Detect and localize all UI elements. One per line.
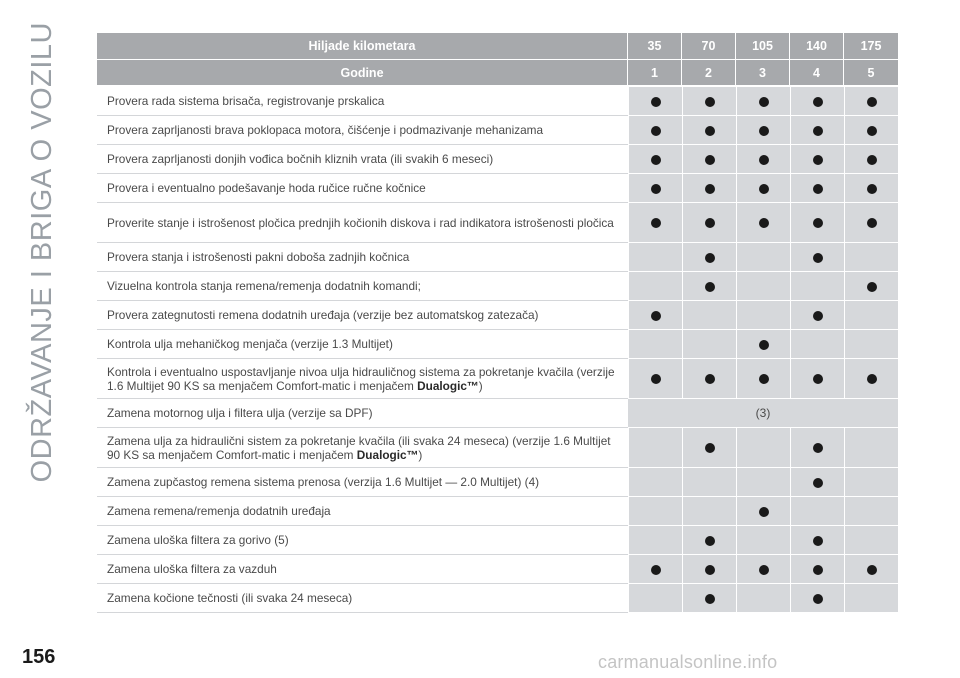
interval-cell-1 (628, 272, 682, 301)
page-number: 156 (22, 646, 56, 668)
interval-cell-5 (844, 428, 898, 468)
interval-cell-1 (628, 468, 682, 497)
header-km-1: 35 (628, 33, 682, 60)
interval-cell-1 (628, 359, 682, 399)
row-description (97, 584, 628, 613)
bullet-icon (759, 340, 769, 350)
header-row-years (97, 60, 898, 87)
row-description (97, 301, 628, 330)
bullet-icon (651, 155, 661, 165)
row-text: Provera zaprljanosti donjih vođica bočnih kliznih vrata (ili svakih 6 meseci) (107, 152, 494, 166)
bullet-icon (651, 218, 661, 228)
interval-cell-1 (628, 87, 682, 116)
interval-cell-3 (736, 174, 790, 203)
table-row (97, 497, 898, 526)
interval-cell-3 (736, 526, 790, 555)
bullet-icon (705, 97, 715, 107)
interval-cell-5 (844, 526, 898, 555)
row-text-brand: Dualogic™ (417, 378, 479, 393)
row-description (97, 243, 628, 272)
interval-cell-3 (736, 203, 790, 243)
interval-cell-4 (790, 359, 844, 399)
bullet-icon (705, 218, 715, 228)
interval-cell-4 (790, 468, 844, 497)
interval-cell-2 (682, 301, 736, 330)
table-row (97, 272, 898, 301)
watermark: carmanualsonline.info (598, 652, 778, 672)
interval-cell-5 (844, 497, 898, 526)
chapter-title-text: ODRŽAVANJE I BRIGA O VOZILU (25, 22, 58, 483)
interval-cell-4 (790, 555, 844, 584)
bullet-icon (867, 282, 877, 292)
interval-cell-2 (682, 87, 736, 116)
header-km-4: 140 (790, 33, 844, 60)
row-description (97, 526, 628, 555)
row-text: Provera zategnutosti remena dodatnih uređaja (verzije bez automatskog zatezača) (107, 308, 539, 322)
row-text: Zamena remena/remenja dodatnih uređaja (107, 504, 331, 518)
interval-cell-2 (682, 497, 736, 526)
row-text: Provera stanja i istrošenosti pakni doboša zadnjih kočnica (107, 250, 410, 264)
header-km-2: 70 (682, 33, 736, 60)
interval-cell-3 (736, 497, 790, 526)
bullet-icon (813, 443, 823, 453)
interval-cell-1 (628, 203, 682, 243)
row-text: Kontrola ulja mehaničkog menjača (verzije 1.3 Multijet) (107, 337, 393, 351)
interval-cell-4 (790, 87, 844, 116)
bullet-icon (759, 97, 769, 107)
table-row (97, 116, 898, 145)
interval-cell-4 (790, 272, 844, 301)
interval-cell-2 (682, 468, 736, 497)
interval-cell-1 (628, 330, 682, 359)
bullet-icon (705, 184, 715, 194)
interval-cell-3 (736, 359, 790, 399)
interval-cell-3 (736, 555, 790, 584)
row-description (97, 116, 628, 145)
row-description (97, 399, 628, 428)
bullet-icon (759, 565, 769, 575)
interval-cell-2 (682, 272, 736, 301)
row-text-brand: Dualogic™ (356, 447, 419, 462)
bullet-icon (813, 126, 823, 136)
header-year-4: 4 (790, 60, 844, 87)
interval-cell-4 (790, 497, 844, 526)
interval-cell-3 (736, 243, 790, 272)
interval-cell-2 (682, 359, 736, 399)
interval-cell-3 (736, 301, 790, 330)
interval-cell-4 (790, 526, 844, 555)
interval-cell-2 (682, 555, 736, 584)
bullet-icon (651, 374, 661, 384)
table-row (97, 330, 898, 359)
row-description (97, 330, 628, 359)
interval-cell-2 (682, 174, 736, 203)
interval-cell-5 (844, 359, 898, 399)
interval-cell-3 (736, 272, 790, 301)
interval-cell-4 (790, 584, 844, 613)
interval-cell-2 (682, 526, 736, 555)
bullet-icon (705, 443, 715, 453)
interval-cell-4 (790, 330, 844, 359)
interval-cell-5 (844, 174, 898, 203)
header-km-label: Hiljade kilometara (97, 33, 628, 60)
interval-cell-5 (844, 272, 898, 301)
interval-cell-3 (736, 87, 790, 116)
table-row (97, 526, 898, 555)
interval-cell-5 (844, 116, 898, 145)
table-row (97, 428, 898, 468)
bullet-icon (813, 218, 823, 228)
interval-cell-3 (736, 468, 790, 497)
row-description (97, 497, 628, 526)
table-body (97, 87, 898, 613)
interval-cell-5 (844, 243, 898, 272)
interval-cell-3 (736, 428, 790, 468)
header-km-5: 175 (844, 33, 898, 60)
interval-cell-2 (682, 584, 736, 613)
bullet-icon (813, 478, 823, 488)
bullet-icon (759, 155, 769, 165)
row-text: Zamena zupčastog remena sistema prenosa (verzija 1.6 Multijet — 2.0 Multijet) (4) (107, 475, 540, 489)
bullet-icon (651, 311, 661, 321)
interval-cell-2 (682, 330, 736, 359)
interval-cell-5 (844, 145, 898, 174)
table-row (97, 584, 898, 613)
interval-cell-3 (736, 145, 790, 174)
interval-cell-5 (844, 468, 898, 497)
row-text: Proverite stanje i istrošenost pločica prednjih kočionih diskova i rad indikatora istrošenosti pločica (107, 215, 614, 230)
table-row (97, 468, 898, 497)
interval-cell-1 (628, 428, 682, 468)
interval-cell-5 (844, 87, 898, 116)
bullet-icon (705, 126, 715, 136)
maintenance-schedule-table (97, 33, 898, 613)
interval-cell-1 (628, 243, 682, 272)
interval-cell-3 (736, 116, 790, 145)
header-row-km (97, 33, 898, 60)
bullet-icon (651, 97, 661, 107)
interval-cell-1 (628, 116, 682, 145)
row-text: Kontrola i eventualno uspostavljanje nivoa ulja hidrauličnog sistema za pokretanje kvačila (verzije 1.6 Multijet 90 KS sa menjačem Comfort-matic i menjačem (107, 364, 615, 393)
interval-cell-5 (844, 203, 898, 243)
chapter-side-title (12, 22, 72, 612)
interval-cell-5 (844, 555, 898, 584)
row-description (97, 174, 628, 203)
row-description (97, 203, 628, 243)
bullet-icon (705, 282, 715, 292)
interval-cell-2 (682, 428, 736, 468)
bullet-icon (813, 184, 823, 194)
bullet-icon (813, 536, 823, 546)
bullet-icon (813, 594, 823, 604)
bullet-icon (705, 536, 715, 546)
row-description (97, 145, 628, 174)
interval-cell-1 (628, 145, 682, 174)
row-text: Provera zaprljanosti brava poklopaca motora, čišćenje i podmazivanje mehanizama (107, 123, 544, 137)
table-row (97, 399, 898, 428)
interval-cell-4 (790, 116, 844, 145)
interval-cell-1 (628, 526, 682, 555)
bullet-icon (705, 594, 715, 604)
table-row (97, 174, 898, 203)
header-year-5: 5 (844, 60, 898, 87)
table-row (97, 243, 898, 272)
bullet-icon (867, 374, 877, 384)
bullet-icon (867, 126, 877, 136)
interval-cell-5 (844, 301, 898, 330)
row-description (97, 87, 628, 116)
interval-cell-1 (628, 584, 682, 613)
interval-cell-1 (628, 497, 682, 526)
row-text: Zamena kočione tečnosti (ili svaka 24 meseca) (107, 591, 353, 605)
interval-cell-4 (790, 243, 844, 272)
row-description (97, 428, 628, 468)
interval-cell-1 (628, 555, 682, 584)
interval-cell-5 (844, 584, 898, 613)
bullet-icon (867, 97, 877, 107)
row-text: Zamena motornog ulja i filtera ulja (verzije sa DPF) (107, 406, 373, 420)
row-description (97, 468, 628, 497)
header-year-2: 2 (682, 60, 736, 87)
interval-cell-2 (682, 243, 736, 272)
bullet-icon (867, 155, 877, 165)
interval-cell-2 (682, 203, 736, 243)
row-text: Zamena uloška filtera za vazduh (107, 562, 277, 576)
interval-cell-5 (844, 330, 898, 359)
interval-cell-2 (682, 116, 736, 145)
header-km-3: 105 (736, 33, 790, 60)
interval-cell-4 (790, 145, 844, 174)
row-text: Zamena uloška filtera za gorivo (5) (107, 533, 289, 547)
bullet-icon (813, 565, 823, 575)
header-year-1: 1 (628, 60, 682, 87)
table-row (97, 301, 898, 330)
row-text: Zamena ulja za hidraulični sistem za pokretanje kvačila (ili svaka 24 meseca) (verzije 1.6 Multijet 90 KS sa menjačem Comfort-matic i menjačem (107, 433, 611, 462)
bullet-icon (759, 507, 769, 517)
bullet-icon (651, 126, 661, 136)
row-text-tail: ) (418, 447, 423, 462)
bullet-icon (651, 184, 661, 194)
table-row (97, 87, 898, 116)
table-row (97, 145, 898, 174)
interval-cell-4 (790, 428, 844, 468)
interval-cell-4 (790, 301, 844, 330)
interval-cell-1 (628, 301, 682, 330)
bullet-icon (759, 126, 769, 136)
bullet-icon (813, 97, 823, 107)
interval-cell-4 (790, 203, 844, 243)
bullet-icon (651, 565, 661, 575)
bullet-icon (705, 155, 715, 165)
bullet-icon (813, 155, 823, 165)
header-year-3: 3 (736, 60, 790, 87)
table-row (97, 203, 898, 243)
bullet-icon (813, 374, 823, 384)
row-text-tail: ) (478, 378, 483, 393)
bullet-icon (759, 374, 769, 384)
interval-cell-4 (790, 174, 844, 203)
bullet-icon (867, 218, 877, 228)
bullet-icon (705, 374, 715, 384)
bullet-icon (867, 565, 877, 575)
bullet-icon (759, 218, 769, 228)
row-text: Provera i eventualno podešavanje hoda ručice ručne kočnice (107, 181, 426, 195)
interval-cell-3 (736, 330, 790, 359)
bullet-icon (813, 311, 823, 321)
interval-cell-3 (736, 584, 790, 613)
row-description (97, 555, 628, 584)
header-years-label: Godine (97, 60, 628, 87)
bullet-icon (705, 253, 715, 263)
bullet-icon (813, 253, 823, 263)
row-text: Vizuelna kontrola stanja remena/remenja dodatnih komandi; (107, 279, 421, 293)
row-note: (3) (628, 399, 898, 428)
table-row (97, 555, 898, 584)
row-description (97, 272, 628, 301)
bullet-icon (705, 565, 715, 575)
row-description (97, 359, 628, 399)
interval-cell-1 (628, 174, 682, 203)
bullet-icon (759, 184, 769, 194)
interval-cell-2 (682, 145, 736, 174)
bullet-icon (867, 184, 877, 194)
row-text: Provera rada sistema brisača, registrovanje prskalica (107, 94, 385, 108)
table-row (97, 359, 898, 399)
